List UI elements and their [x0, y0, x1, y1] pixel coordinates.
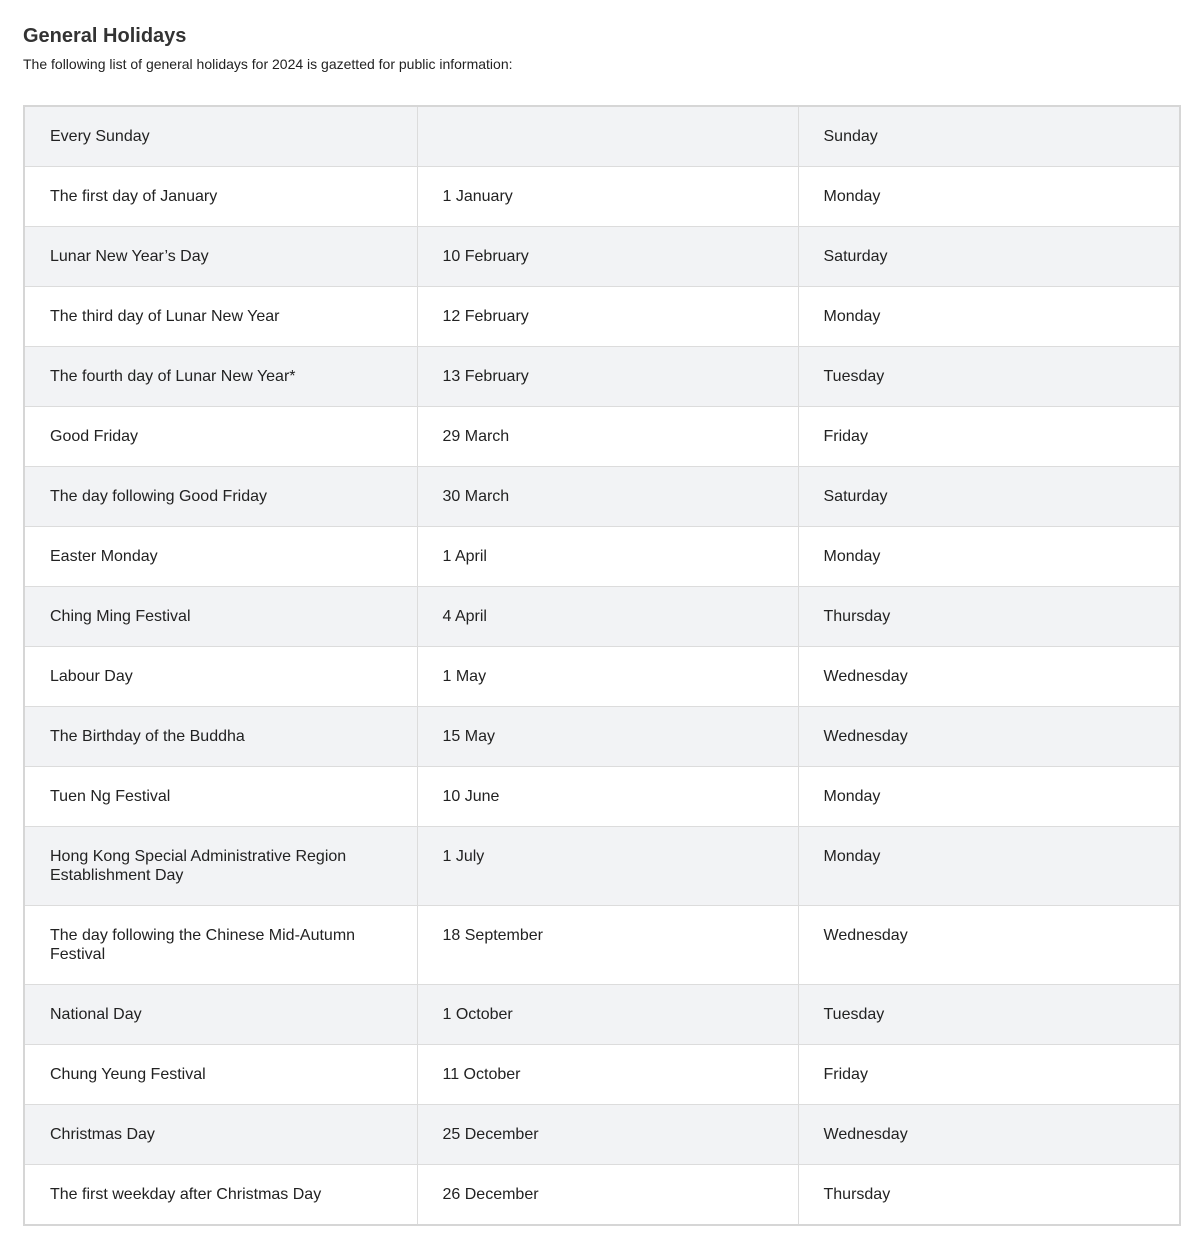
- holiday-date-cell: 10 February: [417, 227, 798, 287]
- holiday-day-cell: Monday: [798, 287, 1180, 347]
- holiday-name-cell: Lunar New Year’s Day: [24, 227, 417, 287]
- holiday-date-cell: 26 December: [417, 1165, 798, 1226]
- holiday-date-cell: 30 March: [417, 467, 798, 527]
- table-row: [24, 985, 1180, 1045]
- holiday-day-cell: Sunday: [798, 106, 1180, 167]
- holiday-day-cell: Monday: [798, 167, 1180, 227]
- table-row: [24, 167, 1180, 227]
- table-row: [24, 767, 1180, 827]
- holiday-name-cell: The first day of January: [24, 167, 417, 227]
- table-row: [24, 707, 1180, 767]
- holiday-date-cell: 1 May: [417, 647, 798, 707]
- holiday-day-cell: Thursday: [798, 1165, 1180, 1226]
- table-row: [24, 647, 1180, 707]
- holiday-name-cell: Labour Day: [24, 647, 417, 707]
- table-row: [24, 467, 1180, 527]
- holiday-name-cell: The day following Good Friday: [24, 467, 417, 527]
- table-row: [24, 407, 1180, 467]
- holiday-day-cell: Friday: [798, 407, 1180, 467]
- holiday-day-cell: Tuesday: [798, 985, 1180, 1045]
- holiday-day-cell: Wednesday: [798, 1105, 1180, 1165]
- page-title: General Holidays: [23, 25, 187, 47]
- table-row: [24, 587, 1180, 647]
- table-row: [24, 906, 1180, 985]
- holiday-day-cell: Thursday: [798, 587, 1180, 647]
- holiday-name-cell: The fourth day of Lunar New Year*: [24, 347, 417, 407]
- table-row: [24, 827, 1180, 906]
- table-row: [24, 287, 1180, 347]
- holiday-name-cell: National Day: [24, 985, 417, 1045]
- holiday-date-cell: 25 December: [417, 1105, 798, 1165]
- table-row: [24, 1165, 1180, 1226]
- page-subtitle: The following list of general holidays for 2024 is gazetted for public information:: [23, 56, 513, 72]
- holiday-day-cell: Saturday: [798, 227, 1180, 287]
- holiday-date-cell: 1 January: [417, 167, 798, 227]
- table-row: [24, 1105, 1180, 1165]
- holiday-day-cell: Monday: [798, 527, 1180, 587]
- holiday-date-cell: 13 February: [417, 347, 798, 407]
- holiday-name-cell: Every Sunday: [24, 106, 417, 167]
- holiday-date-cell: 12 February: [417, 287, 798, 347]
- holiday-name-cell: The Birthday of the Buddha: [24, 707, 417, 767]
- table-row: [24, 347, 1180, 407]
- holiday-day-cell: Monday: [798, 767, 1180, 827]
- holiday-day-cell: Tuesday: [798, 347, 1180, 407]
- holiday-date-cell: 4 April: [417, 587, 798, 647]
- holiday-name-cell: Chung Yeung Festival: [24, 1045, 417, 1105]
- holiday-name-cell: Christmas Day: [24, 1105, 417, 1165]
- holiday-day-cell: Saturday: [798, 467, 1180, 527]
- holiday-name-cell: Ching Ming Festival: [24, 587, 417, 647]
- holiday-date-cell: 11 October: [417, 1045, 798, 1105]
- holiday-day-cell: Wednesday: [798, 707, 1180, 767]
- holiday-name-cell: Tuen Ng Festival: [24, 767, 417, 827]
- table-row: [24, 1045, 1180, 1105]
- holiday-name-cell: Good Friday: [24, 407, 417, 467]
- holiday-day-cell: Wednesday: [798, 906, 1180, 985]
- table-row: [24, 527, 1180, 587]
- holiday-day-cell: Friday: [798, 1045, 1180, 1105]
- holiday-name-cell: The first weekday after Christmas Day: [24, 1165, 417, 1226]
- holidays-page: [23, 22, 1179, 1203]
- holiday-day-cell: Monday: [798, 827, 1180, 906]
- holiday-date-cell: 1 July: [417, 827, 798, 906]
- holiday-date-cell: 1 October: [417, 985, 798, 1045]
- holiday-date-cell: [417, 106, 798, 167]
- holiday-date-cell: 10 June: [417, 767, 798, 827]
- holiday-day-cell: Wednesday: [798, 647, 1180, 707]
- holiday-date-cell: 1 April: [417, 527, 798, 587]
- holidays-table: [23, 105, 1181, 1226]
- holiday-date-cell: 29 March: [417, 407, 798, 467]
- holiday-name-cell: Hong Kong Special Administrative Region Establishment Day: [24, 827, 417, 906]
- holiday-date-cell: 15 May: [417, 707, 798, 767]
- holiday-name-cell: Easter Monday: [24, 527, 417, 587]
- table-row: [24, 227, 1180, 287]
- holiday-name-cell: The third day of Lunar New Year: [24, 287, 417, 347]
- holiday-date-cell: 18 September: [417, 906, 798, 985]
- holiday-name-cell: The day following the Chinese Mid-Autumn Festival: [24, 906, 417, 985]
- table-row: [24, 106, 1180, 167]
